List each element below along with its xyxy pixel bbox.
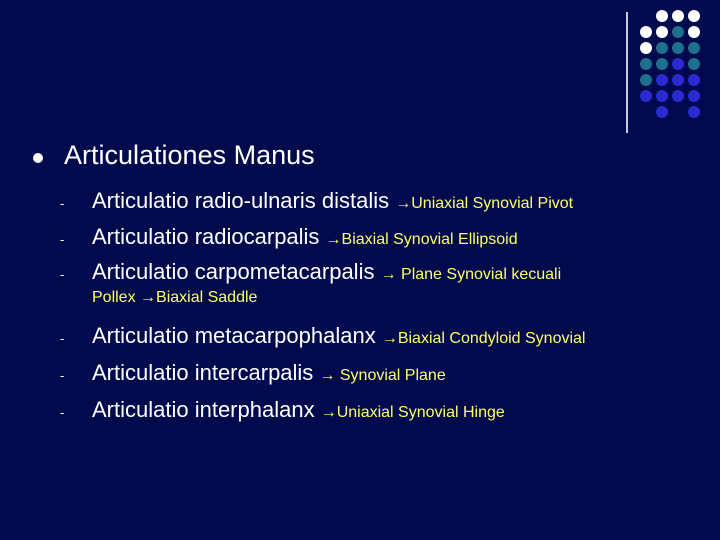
decorative-dot <box>640 90 652 102</box>
list-item-continuation <box>92 289 257 307</box>
arrow-icon: → <box>140 289 157 306</box>
item-text: Articulatio intercarpalis <box>92 360 320 385</box>
decorative-dot <box>656 74 668 86</box>
decorative-dot <box>640 42 652 54</box>
decorative-dot <box>640 26 652 38</box>
item-text: Articulatio radiocarpalis <box>92 224 326 249</box>
item-note: Biaxial Synovial Ellipsoid <box>341 231 518 248</box>
decorative-dot <box>656 90 668 102</box>
dash-bullet: - <box>60 232 65 247</box>
item-text: Articulatio interphalanx <box>92 397 321 422</box>
decorative-dot <box>656 106 668 118</box>
decorative-dot <box>656 58 668 70</box>
decorative-dot <box>688 42 700 54</box>
decorative-dot <box>688 106 700 118</box>
arrow-icon: → <box>395 195 412 212</box>
arrow-icon: → <box>320 404 337 421</box>
continuation-text: Pollex <box>92 289 141 306</box>
item-note: Plane Synovial kecuali <box>396 266 562 283</box>
decorative-dot <box>656 42 668 54</box>
slide-title: Articulationes Manus <box>64 140 315 170</box>
decorative-dot <box>688 58 700 70</box>
item-note: Biaxial Condyloid Synovial <box>397 330 586 347</box>
decorative-dot <box>672 74 684 86</box>
item-text: Articulatio radio-ulnaris distalis <box>92 188 396 213</box>
decorative-dot <box>640 58 652 70</box>
dash-bullet: - <box>60 196 65 211</box>
arrow-icon: → <box>380 266 397 283</box>
dash-bullet: - <box>60 405 65 420</box>
decorative-dot <box>688 10 700 22</box>
arrow-icon: → <box>325 231 342 248</box>
item-note: Synovial Plane <box>335 367 446 384</box>
decorative-dot <box>672 58 684 70</box>
title-bullet-icon <box>33 153 43 163</box>
arrow-icon: → <box>381 330 398 347</box>
continuation-note: Biaxial Saddle <box>156 289 258 306</box>
decorative-dot <box>672 90 684 102</box>
decorative-dot <box>672 26 684 38</box>
decorative-dot <box>656 10 668 22</box>
item-text: Articulatio metacarpophalanx <box>92 323 382 348</box>
decorative-dot <box>688 74 700 86</box>
decorative-dot <box>688 26 700 38</box>
dash-bullet: - <box>60 267 65 282</box>
decorative-dot <box>640 74 652 86</box>
dash-bullet: - <box>60 331 65 346</box>
decorative-dot <box>672 42 684 54</box>
decorative-dot <box>688 90 700 102</box>
item-note: Uniaxial Synovial Hinge <box>336 404 505 421</box>
arrow-icon: → <box>319 367 336 384</box>
item-text: Articulatio carpometacarpalis <box>92 259 381 284</box>
decorative-dot <box>672 10 684 22</box>
dash-bullet: - <box>60 368 65 383</box>
decorative-dot <box>656 26 668 38</box>
item-note: Uniaxial Synovial Pivot <box>411 195 574 212</box>
decorative-vertical-line <box>626 12 628 133</box>
